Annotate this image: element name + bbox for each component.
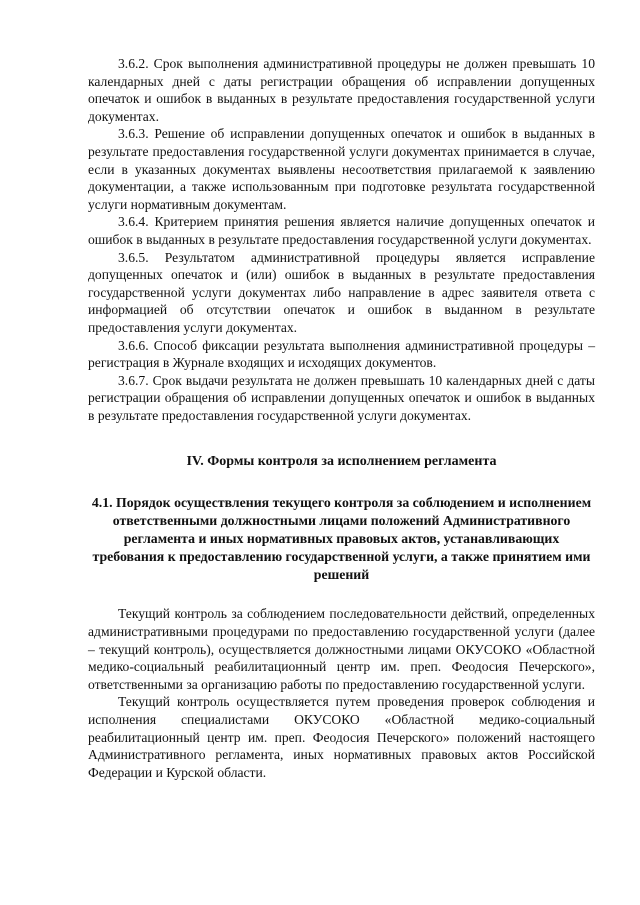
paragraph-3-6-6: 3.6.6. Способ фиксации результата выполнения административной процедуры – регистрация в Журнале входящих и исходящих документов. [88, 337, 595, 371]
paragraph-3-6-7: 3.6.7. Срок выдачи результата не должен превышать 10 календарных дней с даты регистрации обращения об исправлении допущенных опечаток и ошибок в выданных в результате предоставления государственной услуги документах. [88, 372, 595, 423]
subsection-title: 4.1. Порядок осуществления текущего контроля за соблюдением и исполнением ответственными должностными лицами положений Административного регламента и иных нормативных правовых актов, устанавливающих требования к предоставлению государственной услуги, а также принятием ими решений [91, 495, 592, 583]
paragraph-3-6-5: 3.6.5. Результатом административной процедуры является исправление допущенных опечаток и (или) ошибок в выданных в результате предоставления государственной услуги документах либо направление в адрес заявителя ответа с информацией об отсутствии опечаток и ошибок в выданном в результате предоставления услуги документах. [88, 249, 595, 335]
paragraph-current-control: Текущий контроль за соблюдением последовательности действий, определенных административными процедурами по предоставлению государственной услуги (далее – текущий контроль), осуществляется должностными лицами ОКУСОКО «Областной медико-социальный реабилитационный центр им. преп. Феодосия Печерского», ответственными за организацию работы по предоставлению государственной услуги. [88, 606, 595, 692]
paragraph-3-6-2: 3.6.2. Срок выполнения административной процедуры не должен превышать 10 календарных дней с даты регистрации обращения об исправлении допущенных опечаток и ошибок в выданных в результате предоставления государственной услуги документах. [88, 56, 595, 124]
section-title: IV. Формы контроля за исполнением регламента [186, 454, 497, 470]
paragraph-3-6-3: 3.6.3. Решение об исправлении допущенных опечаток и ошибок в выданных в результате предоставления государственной услуги документах принимается в случае, если в указанных документах выявлены несоответствия прилагаемой к заявлению документации, а также использованным при подготовке результата государственной услуги нормативным документам. [88, 126, 595, 212]
paragraph-3-6-4: 3.6.4. Критерием принятия решения является наличие допущенных опечаток и ошибок в выданных в результате предоставления государственной услуги документах. [88, 214, 595, 247]
paragraph-control-checks: Текущий контроль осуществляется путем проведения проверок соблюдения и исполнения специалистами ОКУСОКО «Областной медико-социальный реабилитационный центр им. преп. Феодосия Печерского» положений настоящего Административного регламента, иных нормативных правовых актов Российской Федерации и Курской области. [88, 694, 595, 780]
document-page [88, 55, 595, 781]
